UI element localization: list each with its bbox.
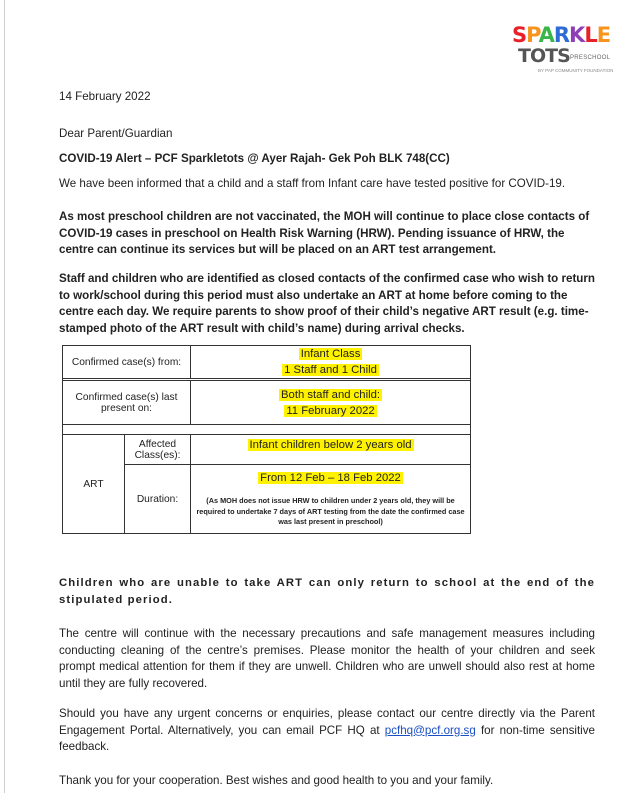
sparkletots-logo xyxy=(512,23,614,82)
art-label: ART xyxy=(63,435,125,534)
last-present-value xyxy=(191,381,471,425)
page-edge-line xyxy=(4,0,5,793)
last-present-label: Confirmed case(s) last present on: xyxy=(63,381,191,425)
duration-text: From 12 Feb – 18 Feb 2022 xyxy=(260,472,401,485)
table-row xyxy=(63,465,471,534)
confirmed-from-value xyxy=(191,346,471,379)
letter-date: 14 February 2022 xyxy=(59,90,151,103)
unable-art-paragraph: Children who are unable to take ART can only return to school at the end of the stipulated period. xyxy=(59,577,595,606)
table-row xyxy=(63,435,471,465)
contact-paragraph xyxy=(59,706,595,756)
affected-class-text: Infant children below 2 years old xyxy=(249,439,412,451)
logo-foundation-text: BY PAP COMMUNITY FOUNDATION xyxy=(538,68,614,73)
logo-sparkle-text: SPARKLE xyxy=(512,23,611,47)
contact-text-before: Should you have any urgent concerns or enquiries, please contact our centre directly via the Parent Engagement Portal. Alternatively, you can email PCF HQ at xyxy=(59,707,595,737)
salutation: Dear Parent/Guardian xyxy=(59,127,173,140)
duration-note: (As MOH does not issue HRW to children under 2 years old, they will be required to undertake 7 days of ART testing from the date the confirmed case was last present in preschool) xyxy=(196,496,465,527)
art-requirement-paragraph: Staff and children who are identified as closed contacts of the confirmed case who wish to return to work/school during this period must also undertake an ART at home before coming to the centre each day. We require parents to show proof of their child’s negative ART result (e.g. time-stamped photo of the ART result with child’s name) during arrival checks. xyxy=(59,272,595,335)
hrw-paragraph: As most preschool children are not vaccinated, the MOH will continue to place close contacts of COVID-19 cases in preschool on Health Risk Warning (HRW). Pending issuance of HRW, the centre can continue its services but will be placed on an ART test arrangement. xyxy=(59,210,590,256)
duration-label: Duration: xyxy=(125,465,191,534)
intro-paragraph: We have been informed that a child and a staff from Infant care have tested positive for COVID-19. xyxy=(59,177,566,190)
affected-class-label: Affected Class(es): xyxy=(125,435,191,465)
logo-tots-text: TOTS xyxy=(518,45,570,67)
table-row xyxy=(63,381,471,425)
confirmed-from-line2: 1 Staff and 1 Child xyxy=(284,364,377,376)
table-row xyxy=(63,346,471,379)
affected-class-value xyxy=(191,435,471,465)
duration-value xyxy=(191,465,471,534)
pcf-email-link[interactable]: pcfhq@pcf.org.sg xyxy=(384,723,476,737)
last-present-line1: Both staff and child: xyxy=(281,388,381,401)
case-info-table xyxy=(62,345,471,534)
closing-line: Thank you for your cooperation. Best wishes and good health to you and your family. xyxy=(59,774,494,787)
last-present-line2: 11 February 2022 xyxy=(286,404,375,417)
confirmed-from-line1: Infant Class xyxy=(300,348,361,360)
contact-text-after: for non-time sensitive feedback. xyxy=(59,723,595,753)
logo-preschool-text: PRESCHOOL xyxy=(570,55,611,61)
precautions-paragraph: The centre will continue with the necessary precautions and safe management measures including conducting cleaning of the centre’s premises. Please monitor the health of your children and seek prompt medical attention for them if they are unwell. Children who are unwell should also rest at home until they are fully recovered. xyxy=(59,627,595,690)
subject-line: COVID-19 Alert – PCF Sparkletots @ Ayer Rajah- Gek Poh BLK 748(CC) xyxy=(59,152,450,165)
confirmed-from-label: Confirmed case(s) from: xyxy=(63,346,191,379)
